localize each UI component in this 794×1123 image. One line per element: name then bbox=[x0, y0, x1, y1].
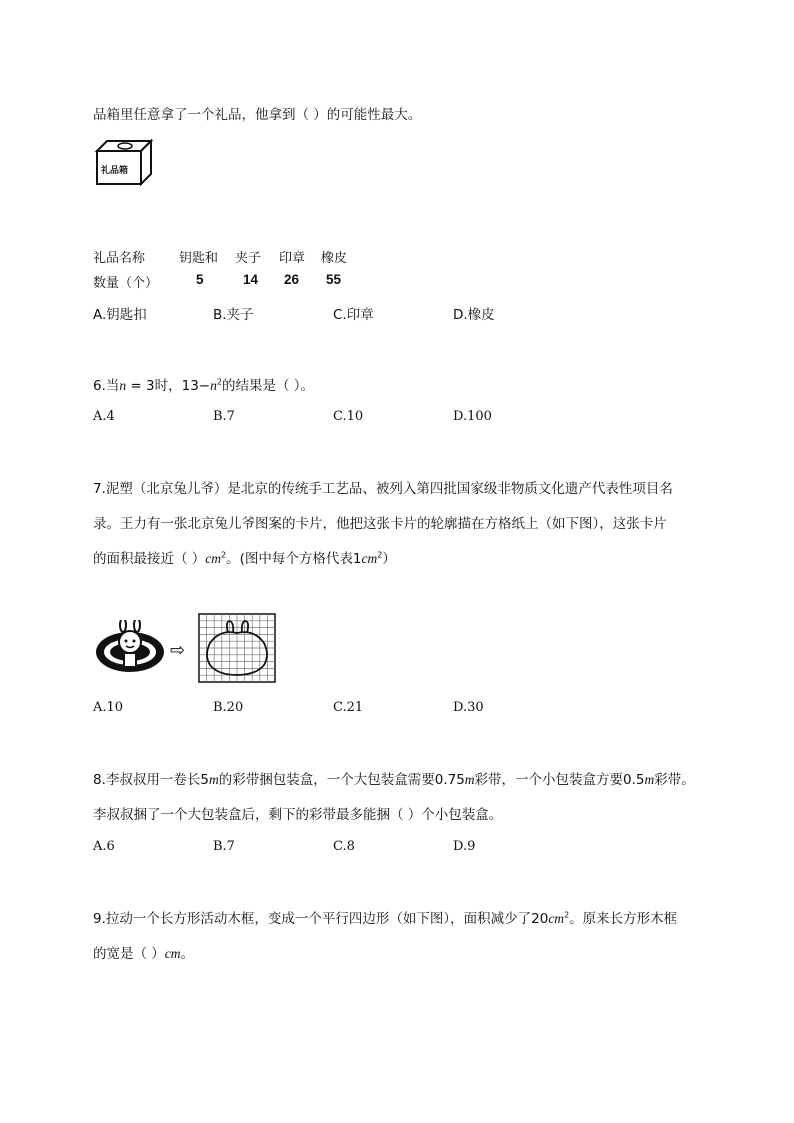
option-b[interactable]: B.夹子 bbox=[213, 307, 254, 323]
option-b[interactable]: B.7 bbox=[213, 409, 235, 424]
q5-stem: 品箱里任意拿了一个礼品，他拿到（ ）的可能性最大。 bbox=[93, 107, 422, 123]
option-d[interactable]: D.9 bbox=[453, 839, 476, 854]
q9-line-2: 的宽是（ ）cm。 bbox=[93, 946, 195, 962]
table-header-item: 印章 bbox=[279, 251, 306, 266]
gift-box-image bbox=[93, 138, 153, 186]
gift-table-header bbox=[93, 247, 493, 267]
option-b[interactable]: B.7 bbox=[213, 839, 235, 854]
option-d[interactable]: D.100 bbox=[453, 409, 492, 424]
option-a[interactable]: A.6 bbox=[93, 839, 115, 854]
table-cell: 5 bbox=[196, 272, 204, 287]
option-d[interactable]: D.橡皮 bbox=[453, 307, 495, 323]
table-header-item: 夹子 bbox=[235, 251, 262, 266]
option-a[interactable]: A.4 bbox=[93, 409, 115, 424]
gift-table-row bbox=[93, 272, 493, 292]
option-c[interactable]: C.10 bbox=[333, 409, 364, 424]
q8-line-2: 李叔叔捆了一个大包装盒后，剩下的彩带最多能捆（ ）个小包装盒。 bbox=[93, 807, 503, 823]
table-header-item: 钥匙和 bbox=[179, 251, 219, 266]
table-cell: 14 bbox=[243, 272, 259, 287]
option-c[interactable]: C.8 bbox=[333, 839, 355, 854]
q7-line-3: 的面积最接近（ ）$cm^2$。(图中每个方格代表$1cm^2$） bbox=[93, 550, 396, 567]
table-cell: 55 bbox=[326, 272, 342, 287]
q7-line-1: 7.泥塑（北京兔儿爷）是北京的传统手工艺品、被列入第四批国家级非物质文化遗产代表性项目名 bbox=[93, 481, 673, 497]
arrow-icon: ⇨ bbox=[170, 640, 186, 661]
grid-outline-image bbox=[198, 613, 276, 683]
option-d[interactable]: D.30 bbox=[453, 700, 484, 715]
q9-line-1: 9.拉动一个长方形活动木框，变成一个平行四边形（如下图），面积减少了$20cm^2$。原来长方形木框 bbox=[93, 910, 678, 927]
rabbit-figure-image bbox=[95, 620, 165, 676]
option-c[interactable]: C.印章 bbox=[333, 307, 374, 323]
q8-line-1: 8.李叔叔用一卷长5m的彩带捆包装盒，一个大包装盒需要0.75m彩带，一个小包装盒方要0.5m彩带。 bbox=[93, 772, 695, 788]
option-a[interactable]: A.10 bbox=[93, 700, 124, 715]
option-a[interactable]: A.钥匙扣 bbox=[93, 307, 147, 323]
option-c[interactable]: C.21 bbox=[333, 700, 364, 715]
option-b[interactable]: B.20 bbox=[213, 700, 244, 715]
table-header-label: 礼品名称 bbox=[93, 251, 146, 266]
q6-stem: 6.当n = 3时，$13-n^2$的结果是（ ）。 bbox=[93, 377, 315, 394]
box-label: 礼品箱 bbox=[101, 166, 129, 176]
q7-line-2: 录。王力有一张北京兔儿爷图案的卡片，他把这张卡片的轮廓描在方格纸上（如下图），这张卡片 bbox=[93, 516, 667, 532]
table-header-item: 橡皮 bbox=[321, 251, 348, 266]
table-row-label: 数量（个） bbox=[93, 276, 159, 291]
table-cell: 26 bbox=[284, 272, 300, 287]
